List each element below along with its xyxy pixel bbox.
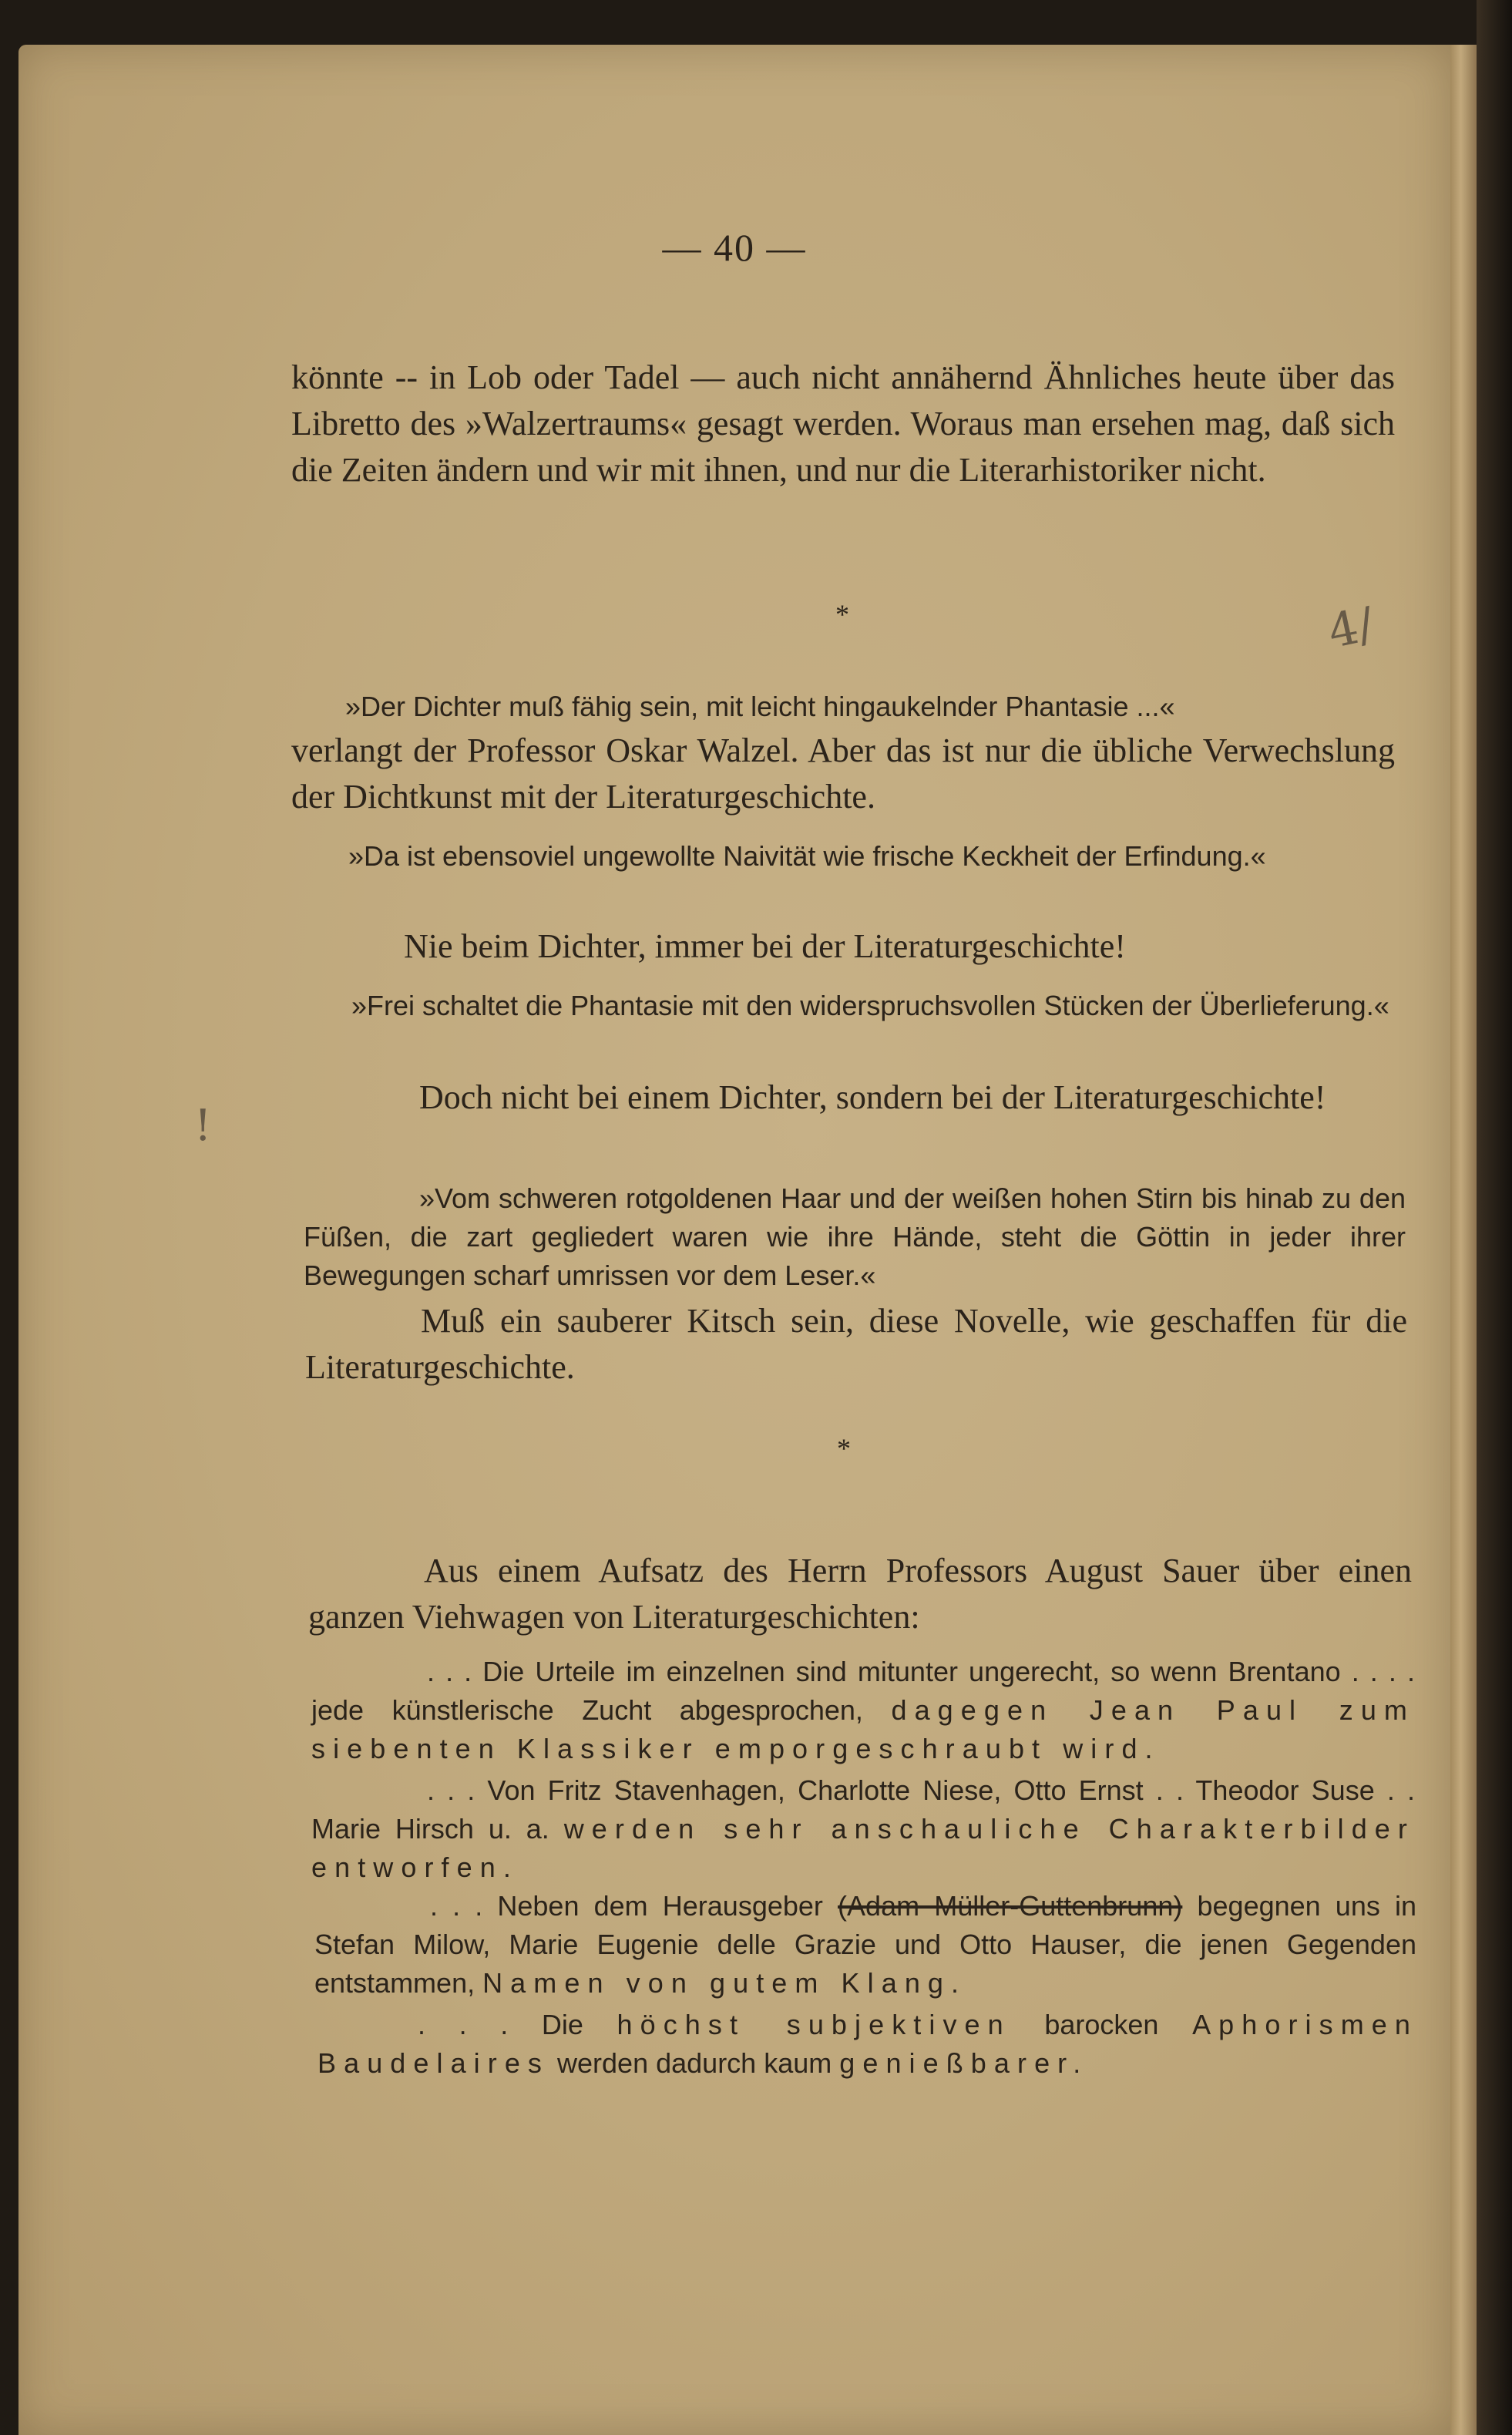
- citation-4-e: werden dadurch kaum: [557, 2047, 832, 2079]
- citation-4-d: Aphorismen Baudelaires: [318, 2009, 1418, 2079]
- quote-3: »Frei schaltet die Phantasie mit den widerspruchsvollen Stücken der Überlieferung.«: [351, 990, 1389, 1021]
- citation-3-text: . . . Neben dem Herausgeber: [430, 1890, 823, 1922]
- citation-3-text-b: begegnen uns in Stefan Milow, Marie Eugenie delle Grazie und Otto Hauser, die jenen Gegenden entstammen,: [314, 1890, 1416, 1999]
- response-1: verlangt der Professor Oskar Walzel. Aber das ist nur die übliche Verwechslung der Dichtkunst mit der Literaturgeschichte.: [291, 732, 1395, 816]
- citation-2-text: . . . Von Fritz Stavenhagen, Charlotte Niese, Otto Ernst . . Theodor Suse . . Marie Hirsch u. a.: [311, 1774, 1415, 1845]
- pencil-annotation-right: 4/: [1323, 597, 1379, 660]
- section-separator-2: *: [837, 1433, 851, 1464]
- citation-4-a: . . . Die: [418, 2009, 583, 2040]
- quote-2: »Da ist ebensoviel ungewollte Naivität wie frische Keckheit der Erfindung.«: [348, 840, 1266, 872]
- response-3: Doch nicht bei einem Dichter, sondern bei der Literaturgeschichte!: [419, 1078, 1326, 1116]
- citation-3: [314, 1887, 1416, 2003]
- quote-4: »Vom schweren rotgoldenen Haar und der weißen hohen Stirn bis hinab zu den Füßen, die zart gegliedert waren wie ihre Hände, steht die Göttin in jeder ihrer Bewegungen scharf umrissen vor dem Leser.«: [304, 1182, 1406, 1291]
- book-page: [18, 45, 1450, 2435]
- book-spine: [1477, 0, 1512, 2435]
- citation-1: [311, 1653, 1415, 1768]
- citation-2-spaced: werden sehr anschauliche Charakterbilder entworfen.: [311, 1813, 1415, 1883]
- section-separator-1: *: [835, 599, 849, 630]
- citation-4-b: höchst subjektiven: [617, 2009, 1011, 2040]
- struck-name: (Adam Müller-Guttenbrunn): [838, 1890, 1183, 1922]
- response-4: Muß ein sauberer Kitsch sein, diese Novelle, wie geschaffen für die Literaturgeschichte.: [305, 1302, 1407, 1386]
- essay-intro: Aus einem Aufsatz des Herrn Professors August Sauer über einen ganzen Viehwagen von Literaturgeschichten:: [308, 1552, 1412, 1636]
- opening-paragraph: könnte -- in Lob oder Tadel — auch nicht annähernd Ähnliches heute über das Libretto des »Walzertraums« gesagt werden. Woraus man ersehen mag, daß sich die Zeiten ändern und wir mit ihnen, und nur die Literarhistoriker nicht.: [291, 358, 1395, 489]
- citation-1-spaced: dagegen Jean Paul zum siebenten Klassiker emporgeschraubt wird.: [311, 1694, 1415, 1764]
- citation-1-text: . . . Die Urteile im einzelnen sind mitunter ungerecht, so wenn Brentano . . . . jede künstlerische Zucht abgesprochen,: [311, 1656, 1415, 1726]
- page-number: — 40 —: [662, 226, 807, 269]
- citation-3-spaced: Namen von gutem Klang.: [482, 1967, 967, 1999]
- response-2: Nie beim Dichter, immer bei der Literaturgeschichte!: [404, 927, 1126, 965]
- page-edge: [1450, 45, 1477, 2435]
- citation-4-c: barocken: [1044, 2009, 1159, 2040]
- citation-2: [311, 1771, 1415, 1887]
- pencil-annotation-left: !: [194, 1101, 212, 1151]
- quote-1: »Der Dichter muß fähig sein, mit leicht hingaukelnder Phantasie ...«: [345, 691, 1175, 722]
- citation-4-f: genießbarer.: [839, 2047, 1089, 2079]
- page-content: [18, 45, 1450, 2435]
- citation-4: [318, 2006, 1418, 2083]
